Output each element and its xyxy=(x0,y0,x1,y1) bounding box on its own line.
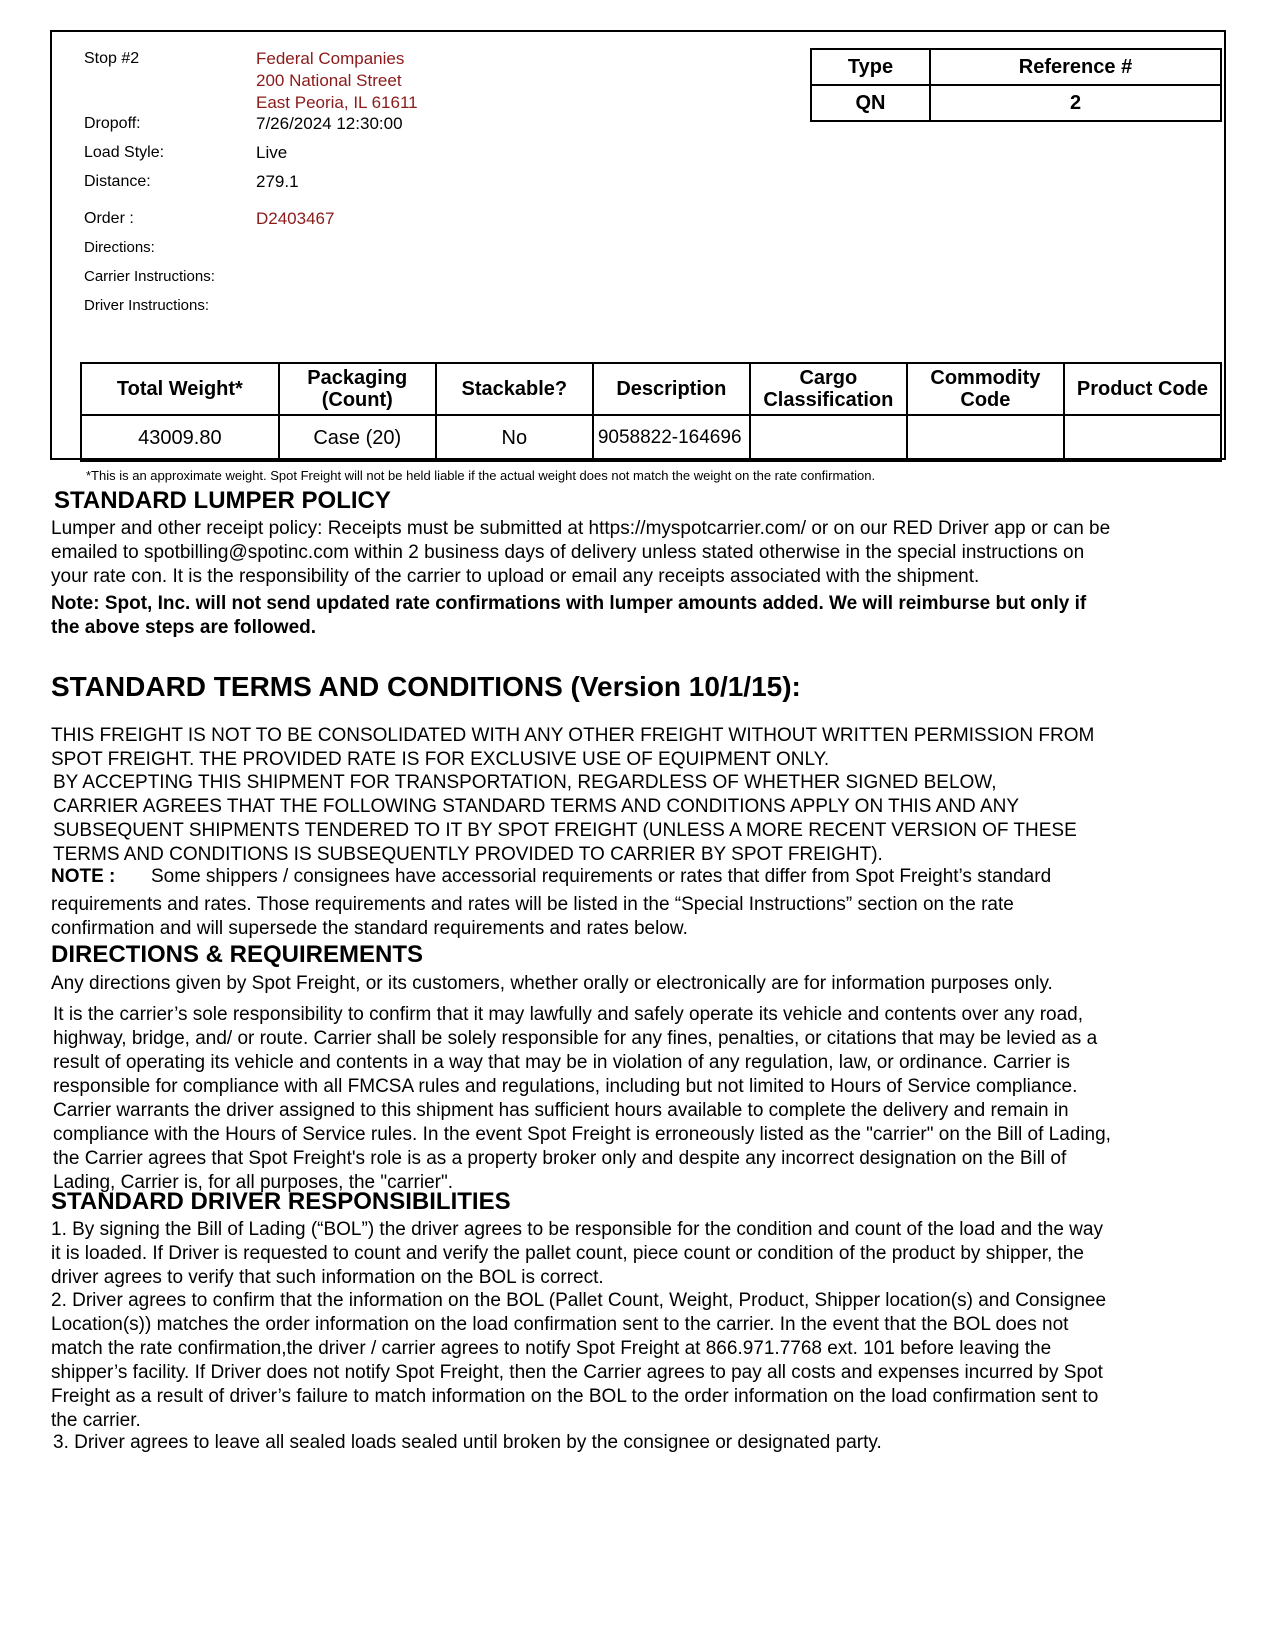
order-label: Order : xyxy=(84,210,134,227)
order-value: D2403467 xyxy=(256,209,335,228)
directions-label: Directions: xyxy=(84,239,155,256)
driver-para-1: 1. By signing the Bill of Lading (“BOL”) the driver agrees to be responsible for the condition and count of the load and the way it is loaded. If Driver is requested to count and verify the pallet count, piece count or condition of the product by shipper, the driver agrees to verify that such information on the BOL is correct. xyxy=(51,1219,1103,1288)
col-header-product-code: Product Code xyxy=(1064,363,1221,415)
cell-product-code xyxy=(1064,415,1221,461)
col-header-total-weight: Total Weight* xyxy=(81,363,279,415)
weight-footnote: *This is an approximate weight. Spot Freight will not be held liable if the actual weight does not match the weight on the rate confirmation. xyxy=(86,468,876,483)
col-header-packaging: Packaging (Count) xyxy=(279,363,436,415)
reference-header: Reference # xyxy=(930,49,1221,85)
carrier-instructions-label: Carrier Instructions: xyxy=(84,268,215,285)
cell-total-weight: 43009.80 xyxy=(81,415,279,461)
cell-cargo-classification xyxy=(750,415,907,461)
driver-heading: STANDARD DRIVER RESPONSIBILITIES xyxy=(51,1188,511,1215)
driver-para-3: 3. Driver agrees to leave all sealed loads sealed until broken by the consignee or designated party. xyxy=(53,1432,882,1453)
cell-description: 9058822-164696 xyxy=(593,415,750,461)
reference-value: 2 xyxy=(930,85,1221,121)
col-header-commodity-code: Commodity Code xyxy=(907,363,1064,415)
terms-note-continued: requirements and rates. Those requirements and rates will be listed in the “Special Instructions” section on the rate confirmation and will supersede the standard requirements and rates below. xyxy=(51,894,1014,939)
cell-packaging: Case (20) xyxy=(279,415,436,461)
distance-label: Distance: xyxy=(84,173,151,190)
directions-para-1: Any directions given by Spot Freight, or its customers, whether orally or electronically are for information purposes only. xyxy=(51,973,1053,994)
consignee-city: East Peoria, IL 61611 xyxy=(256,93,418,112)
lumper-heading: STANDARD LUMPER POLICY xyxy=(54,487,391,514)
consignee-street: 200 National Street xyxy=(256,71,402,90)
type-value: QN xyxy=(811,85,930,121)
cell-stackable: No xyxy=(436,415,593,461)
terms-heading: STANDARD TERMS AND CONDITIONS (Version 10/1/15): xyxy=(51,671,801,702)
stop-label: Stop #2 xyxy=(84,50,140,67)
table-row xyxy=(81,415,1221,461)
load-style-label: Load Style: xyxy=(84,144,165,161)
col-header-description: Description xyxy=(593,363,750,415)
distance-value: 279.1 xyxy=(256,172,299,191)
lumper-note: Note: Spot, Inc. will not send updated rate confirmations with lumper amounts added. We will reimburse but only if the above steps are followed. xyxy=(51,593,1087,638)
terms-note-label: NOTE : xyxy=(51,866,116,887)
lumper-body: Lumper and other receipt policy: Receipts must be submitted at https://myspotcarrier.com/ or on our RED Driver app or can be emailed to spotbilling@spotinc.com within 2 business days of delivery unless stated otherwise in the special instructions on your rate con. It is the responsibility of the carrier to upload or email any receipts associated with the shipment. xyxy=(51,518,1111,587)
driver-instructions-label: Driver Instructions: xyxy=(84,297,210,314)
reference-table xyxy=(810,48,1222,122)
col-header-stackable: Stackable? xyxy=(436,363,593,415)
col-header-cargo-classification: Cargo Classification xyxy=(750,363,907,415)
load-style-value: Live xyxy=(256,143,288,162)
consignee-company: Federal Companies xyxy=(256,49,405,68)
freight-table xyxy=(80,362,1222,462)
directions-para-2: It is the carrier’s sole responsibility to confirm that it may lawfully and safely operate its vehicle and contents over any road, highway, bridge, and/ or route. Carrier shall be solely responsible for any fines, penalties, or citations that may be levied as a result of operating its vehicle and contents in a way that may be in violation of any regulation, law, or ordinance. Carrier is responsible for compliance with all FMCSA rules and regulations, including but not limited to Hours of Service compliance. Carrier warrants the driver assigned to this shipment has sufficient hours available to complete the delivery and remain in compliance with the Hours of Service rules. In the event Spot Freight is erroneously listed as the "carrier" on the Bill of Lading, the Carrier agrees that Spot Freight's role is as a property broker only and despite any incorrect designation on the Bill of Lading, Carrier is, for all purposes, the "carrier". xyxy=(53,1004,1111,1193)
terms-para-2: BY ACCEPTING THIS SHIPMENT FOR TRANSPORTATION, REGARDLESS OF WHETHER SIGNED BELOW, CARRIER AGREES THAT THE FOLLOWING STANDARD TERMS AND CONDITIONS APPLY ON THIS AND ANY SUBSEQUENT SHIPMENTS TENDERED TO IT BY SPOT FREIGHT (UNLESS A MORE RECENT VERSION OF THESE TERMS AND CONDITIONS IS SUBSEQUENTLY PROVIDED TO CARRIER BY SPOT FREIGHT). xyxy=(53,772,1077,865)
driver-para-2: 2. Driver agrees to confirm that the information on the BOL (Pallet Count, Weight, Product, Shipper location(s) and Consignee Location(s)) matches the order information on the load confirmation sent to the carrier. In the event that the BOL does not match the rate confirmation,the driver / carrier agrees to notify Spot Freight at 866.971.7768 ext. 101 before leaving the shipper’s facility. If Driver does not notify Spot Freight, then the Carrier agrees to pay all costs and expenses incurred by Spot Freight as a result of driver’s failure to match information on the BOL to the order information on the load confirmation sent to the carrier. xyxy=(51,1290,1107,1431)
dropoff-value: 7/26/2024 12:30:00 xyxy=(256,114,403,133)
terms-note-text: Some shippers / consignees have accessorial requirements or rates that differ from Spot Freight’s standard xyxy=(151,866,1052,887)
terms-para-1: THIS FREIGHT IS NOT TO BE CONSOLIDATED WITH ANY OTHER FREIGHT WITHOUT WRITTEN PERMISSION FROM SPOT FREIGHT. THE PROVIDED RATE IS FOR EXCLUSIVE USE OF EQUIPMENT ONLY. xyxy=(51,725,1095,770)
cell-commodity-code xyxy=(907,415,1064,461)
type-header: Type xyxy=(811,49,930,85)
dropoff-label: Dropoff: xyxy=(84,115,141,132)
directions-heading: DIRECTIONS & REQUIREMENTS xyxy=(51,941,424,968)
